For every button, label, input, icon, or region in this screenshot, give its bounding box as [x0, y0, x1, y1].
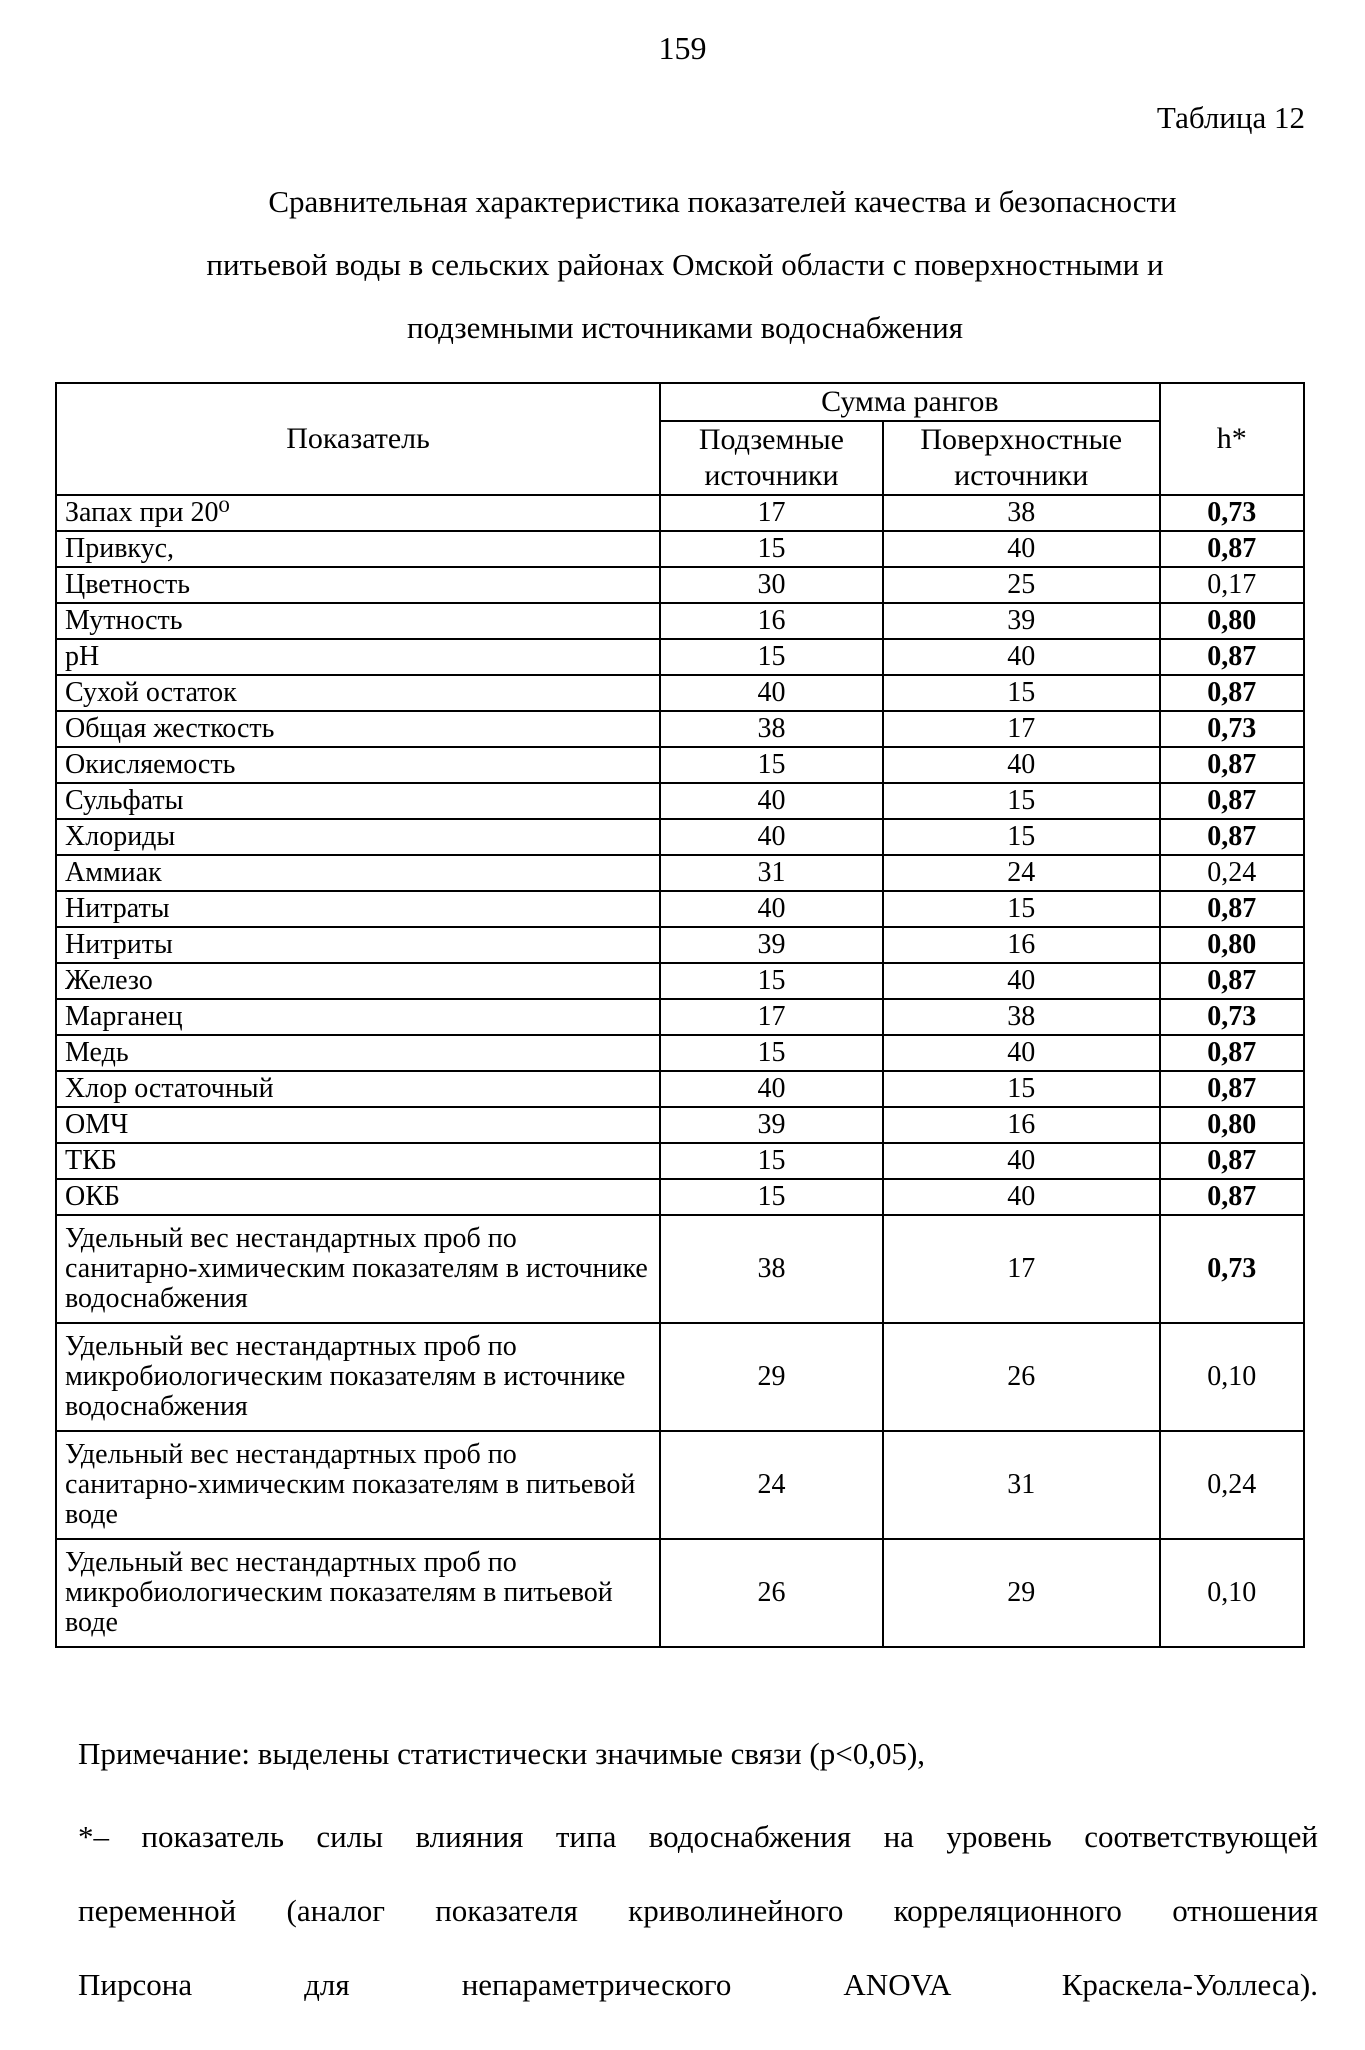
h-value-cell: 0,10: [1160, 1323, 1304, 1431]
underground-rank-cell: 40: [660, 891, 883, 927]
surface-rank-cell: 25: [883, 567, 1160, 603]
surface-rank-cell: 16: [883, 1107, 1160, 1143]
h-value-cell: 0,87: [1160, 639, 1304, 675]
caption-line: подземными источниками водоснабжения: [406, 310, 963, 345]
underground-rank-cell: 29: [660, 1323, 883, 1431]
table-row: [56, 1215, 1304, 1323]
indicator-cell: Общая жесткость: [56, 711, 660, 747]
h-value-cell: 0,87: [1160, 783, 1304, 819]
underground-rank-cell: 16: [660, 603, 883, 639]
surface-rank-cell: 15: [883, 819, 1160, 855]
table-caption: [80, 170, 1290, 359]
indicator-cell: Удельный вес нестандартных проб по санитарно-химическим показателям в источнике водоснабжения: [56, 1215, 660, 1323]
underground-rank-cell: 40: [660, 1071, 883, 1107]
indicator-cell: Окисляемость: [56, 747, 660, 783]
header-indicator: Показатель: [56, 383, 660, 495]
table-row: [56, 711, 1304, 747]
surface-rank-cell: 31: [883, 1431, 1160, 1539]
table-row: [56, 1143, 1304, 1179]
indicator-cell: ОКБ: [56, 1179, 660, 1215]
underground-rank-cell: 40: [660, 783, 883, 819]
indicator-cell: Цветность: [56, 567, 660, 603]
underground-rank-cell: 15: [660, 963, 883, 999]
h-value-cell: 0,73: [1160, 711, 1304, 747]
footnote-line: переменной (аналог показателя криволинейного корреляционного отношения: [78, 1893, 1318, 1928]
underground-rank-cell: 15: [660, 1143, 883, 1179]
surface-rank-cell: 40: [883, 1143, 1160, 1179]
table-row: [56, 495, 1304, 531]
footnote-line: Пирсона для непараметрического ANOVA Краскела-Уоллеса).: [78, 1967, 1318, 2002]
table-row: [56, 963, 1304, 999]
h-value-cell: 0,17: [1160, 567, 1304, 603]
underground-rank-cell: 39: [660, 1107, 883, 1143]
underground-rank-cell: 15: [660, 1035, 883, 1071]
table-row: [56, 747, 1304, 783]
underground-rank-cell: 24: [660, 1431, 883, 1539]
h-value-cell: 0,24: [1160, 855, 1304, 891]
surface-rank-cell: 16: [883, 927, 1160, 963]
table-row: [56, 855, 1304, 891]
h-value-cell: 0,80: [1160, 1107, 1304, 1143]
surface-rank-cell: 40: [883, 639, 1160, 675]
table-row: [56, 891, 1304, 927]
indicator-cell: Привкус,: [56, 531, 660, 567]
indicator-cell: Аммиак: [56, 855, 660, 891]
surface-rank-cell: 29: [883, 1539, 1160, 1647]
table-row: [56, 1323, 1304, 1431]
indicator-cell: Нитриты: [56, 927, 660, 963]
note: Примечание: выделены статистически значимые связи (p<0,05),: [78, 1736, 926, 1771]
h-value-cell: 0,87: [1160, 675, 1304, 711]
comparison-table: [55, 382, 1305, 1648]
surface-rank-cell: 39: [883, 603, 1160, 639]
footnote: [78, 1800, 1318, 2022]
h-value-cell: 0,87: [1160, 891, 1304, 927]
h-value-cell: 0,87: [1160, 531, 1304, 567]
table-row: [56, 531, 1304, 567]
table-row: [56, 1431, 1304, 1539]
indicator-cell: ТКБ: [56, 1143, 660, 1179]
table-row: [56, 1071, 1304, 1107]
header-sum-of-ranks: Сумма рангов: [660, 383, 1160, 421]
h-value-cell: 0,80: [1160, 603, 1304, 639]
surface-rank-cell: 40: [883, 1179, 1160, 1215]
table-row: [56, 999, 1304, 1035]
table-row: [56, 927, 1304, 963]
surface-rank-cell: 15: [883, 783, 1160, 819]
underground-rank-cell: 26: [660, 1539, 883, 1647]
h-value-cell: 0,87: [1160, 1071, 1304, 1107]
surface-rank-cell: 26: [883, 1323, 1160, 1431]
h-value-cell: 0,87: [1160, 819, 1304, 855]
table-row: [56, 1179, 1304, 1215]
underground-rank-cell: 38: [660, 711, 883, 747]
table-row: [56, 819, 1304, 855]
indicator-cell: Сухой остаток: [56, 675, 660, 711]
surface-rank-cell: 15: [883, 1071, 1160, 1107]
indicator-cell: Нитраты: [56, 891, 660, 927]
footnote-line: *– показатель силы влияния типа водоснабжения на уровень соответствующей: [78, 1819, 1318, 1854]
indicator-cell: Хлор остаточный: [56, 1071, 660, 1107]
surface-rank-cell: 15: [883, 891, 1160, 927]
h-value-cell: 0,73: [1160, 1215, 1304, 1323]
table-row: [56, 639, 1304, 675]
h-value-cell: 0,80: [1160, 927, 1304, 963]
underground-rank-cell: 39: [660, 927, 883, 963]
indicator-cell: Удельный вес нестандартных проб по санитарно-химическим показателям в питьевой воде: [56, 1431, 660, 1539]
underground-rank-cell: 40: [660, 675, 883, 711]
h-value-cell: 0,87: [1160, 747, 1304, 783]
surface-rank-cell: 40: [883, 747, 1160, 783]
table-row: [56, 1539, 1304, 1647]
surface-rank-cell: 15: [883, 675, 1160, 711]
surface-rank-cell: 40: [883, 531, 1160, 567]
h-value-cell: 0,24: [1160, 1431, 1304, 1539]
h-value-cell: 0,73: [1160, 999, 1304, 1035]
indicator-cell: pH: [56, 639, 660, 675]
surface-rank-cell: 24: [883, 855, 1160, 891]
page-number: 159: [658, 30, 707, 66]
indicator-cell: Медь: [56, 1035, 660, 1071]
header-underground: Подземные источники: [660, 421, 883, 495]
surface-rank-cell: 40: [883, 963, 1160, 999]
header-surface: Поверхностные источники: [883, 421, 1160, 495]
underground-rank-cell: 38: [660, 1215, 883, 1323]
table-row: [56, 675, 1304, 711]
indicator-cell: Сульфаты: [56, 783, 660, 819]
h-value-cell: 0,87: [1160, 1035, 1304, 1071]
indicator-cell: Запах при 20⁰: [56, 495, 660, 531]
underground-rank-cell: 40: [660, 819, 883, 855]
surface-rank-cell: 17: [883, 711, 1160, 747]
header-h: h*: [1160, 383, 1304, 495]
table-label: Таблица 12: [1156, 100, 1305, 135]
surface-rank-cell: 38: [883, 999, 1160, 1035]
indicator-cell: Мутность: [56, 603, 660, 639]
underground-rank-cell: 15: [660, 531, 883, 567]
table-body: [56, 495, 1304, 1647]
table-row: [56, 567, 1304, 603]
surface-rank-cell: 17: [883, 1215, 1160, 1323]
indicator-cell: Марганец: [56, 999, 660, 1035]
indicator-cell: Удельный вес нестандартных проб по микробиологическим показателям в источнике водоснабжения: [56, 1323, 660, 1431]
table-row: [56, 603, 1304, 639]
underground-rank-cell: 17: [660, 999, 883, 1035]
h-value-cell: 0,87: [1160, 1143, 1304, 1179]
underground-rank-cell: 31: [660, 855, 883, 891]
underground-rank-cell: 15: [660, 747, 883, 783]
h-value-cell: 0,87: [1160, 1179, 1304, 1215]
h-value-cell: 0,73: [1160, 495, 1304, 531]
indicator-cell: Удельный вес нестандартных проб по микробиологическим показателям в питьевой воде: [56, 1539, 660, 1647]
surface-rank-cell: 38: [883, 495, 1160, 531]
underground-rank-cell: 15: [660, 639, 883, 675]
underground-rank-cell: 30: [660, 567, 883, 603]
surface-rank-cell: 40: [883, 1035, 1160, 1071]
table-row: [56, 1107, 1304, 1143]
h-value-cell: 0,10: [1160, 1539, 1304, 1647]
caption-line: Сравнительная характеристика показателей качества и безопасности: [268, 184, 1177, 219]
caption-line: питьевой воды в сельских районах Омской области с поверхностными и: [206, 247, 1164, 282]
table-row: [56, 1035, 1304, 1071]
underground-rank-cell: 17: [660, 495, 883, 531]
indicator-cell: ОМЧ: [56, 1107, 660, 1143]
indicator-cell: Хлориды: [56, 819, 660, 855]
h-value-cell: 0,87: [1160, 963, 1304, 999]
underground-rank-cell: 15: [660, 1179, 883, 1215]
indicator-cell: Железо: [56, 963, 660, 999]
table-row: [56, 783, 1304, 819]
